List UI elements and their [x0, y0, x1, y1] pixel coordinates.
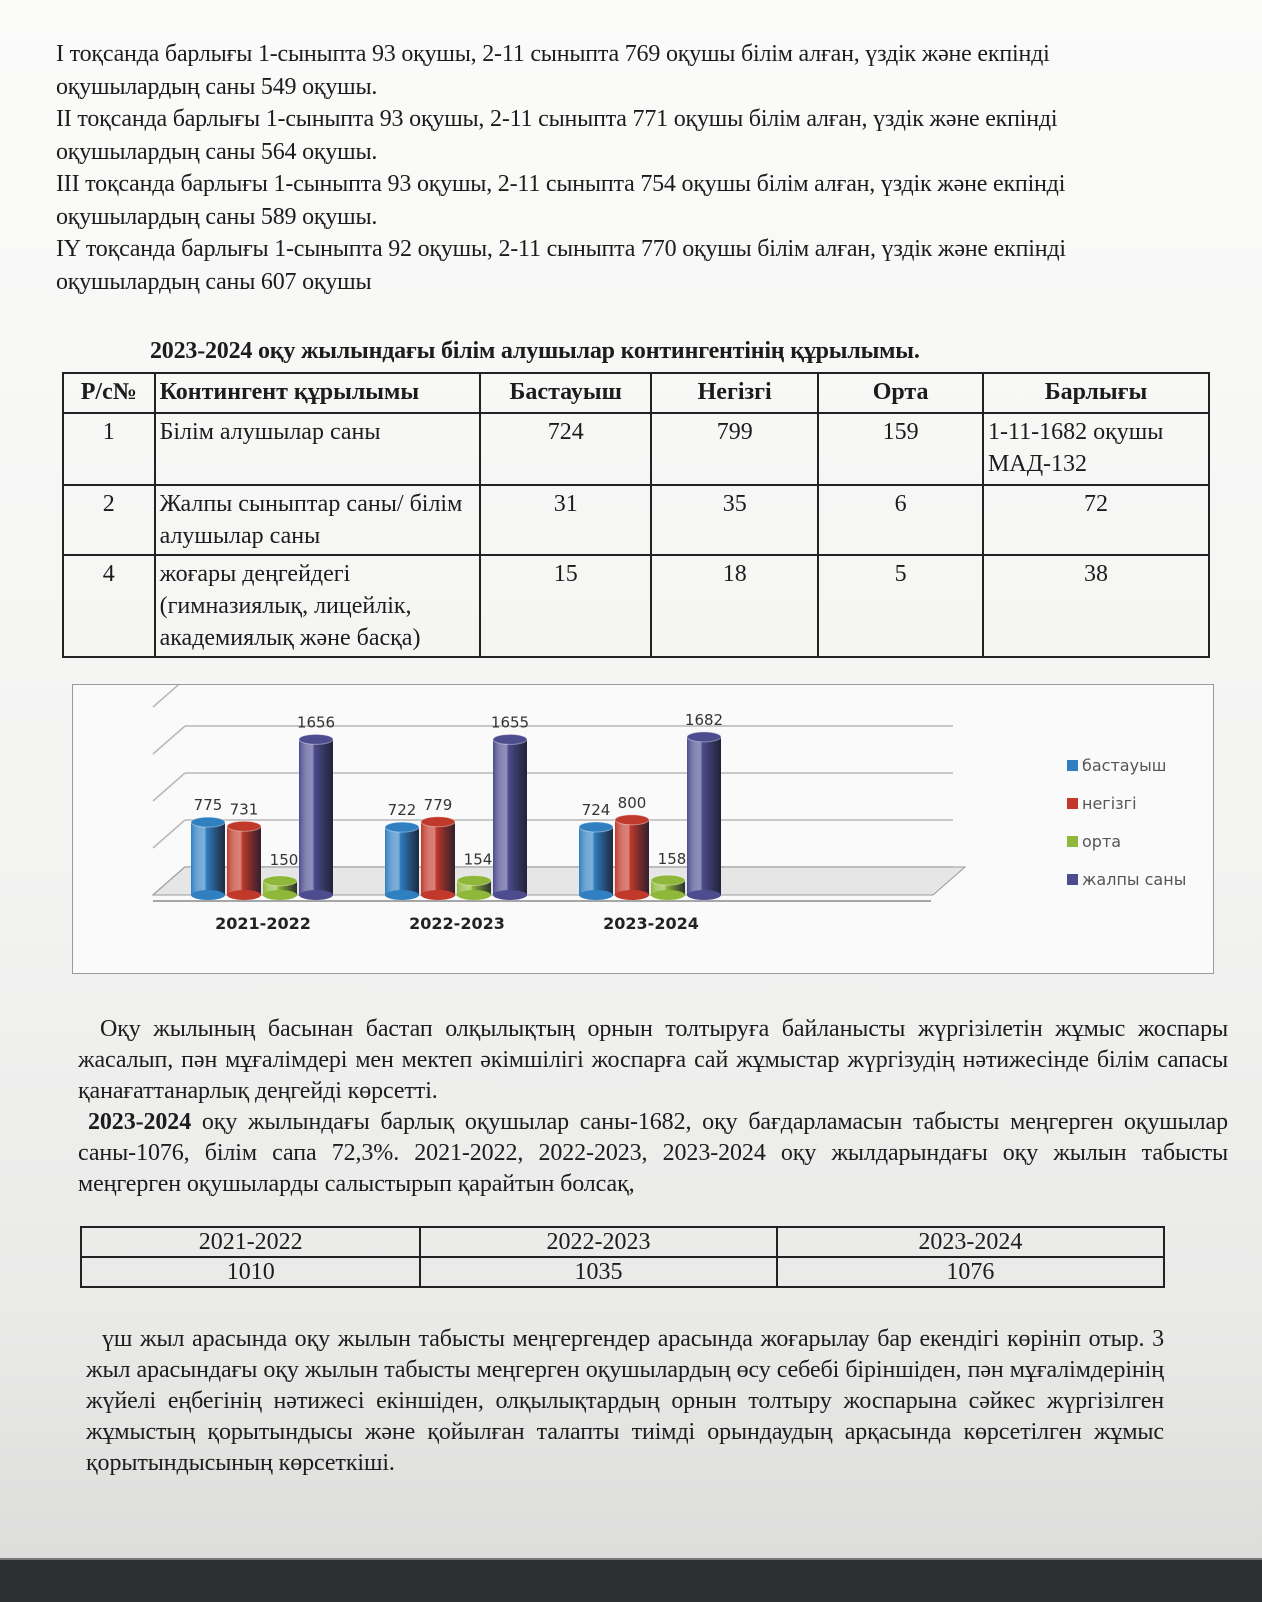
bar-shade	[687, 737, 721, 895]
bar-shade	[579, 827, 613, 895]
gridline	[153, 773, 185, 801]
header-structure: Контингент құрылымы	[155, 373, 481, 413]
chart-legend	[1067, 756, 1186, 908]
legend-item	[1067, 870, 1186, 908]
bar-top	[615, 815, 649, 825]
table-header-row	[63, 373, 1209, 413]
row-secondary: 159	[818, 413, 983, 485]
row-primary: 15	[480, 555, 651, 657]
data-label: 1656	[296, 713, 336, 732]
legend-swatch	[1067, 798, 1078, 809]
data-label: 158	[657, 850, 687, 869]
legend-swatch	[1067, 874, 1078, 885]
bar-base	[493, 890, 527, 900]
legend-label: жалпы саны	[1082, 870, 1187, 889]
desk-background	[0, 1558, 1262, 1602]
bar-top	[227, 821, 261, 831]
bar-base	[263, 890, 297, 900]
results-value: 1076	[777, 1257, 1164, 1287]
bar-base	[579, 890, 613, 900]
gridline	[153, 820, 185, 848]
header-secondary: Орта	[818, 373, 983, 413]
results-year: 2021-2022	[81, 1227, 420, 1257]
row-total: 72	[983, 485, 1209, 555]
bar-base	[299, 890, 333, 900]
row-label: Жалпы сыныптар саны/ білім алушылар саны	[155, 485, 481, 555]
bar-top	[421, 817, 455, 827]
data-label: 154	[463, 850, 493, 869]
header-basic: Негізгі	[651, 373, 818, 413]
quarter-1-paragraph: I тоқсанда барлығы 1-сыныпта 93 оқушы, 2-11 сыныпта 769 оқушы білім алған, үздік және екпінді оқушылардың саны 549 оқушы.	[56, 41, 1050, 100]
bar-shade	[615, 820, 649, 895]
data-label: 722	[387, 801, 417, 820]
table-row	[63, 413, 1209, 485]
body-paragraph-2	[78, 1107, 1228, 1200]
row-secondary: 5	[818, 555, 983, 657]
data-label: 775	[193, 796, 223, 815]
results-year: 2023-2024	[777, 1227, 1164, 1257]
row-number: 4	[63, 555, 155, 657]
row-secondary: 6	[818, 485, 983, 555]
row-total: 1-11-1682 оқушы МАД-132	[983, 413, 1209, 485]
contingent-table-title: 2023-2024 оқу жылындағы білім алушылар контингентінің құрылымы.	[150, 338, 920, 364]
data-label: 1655	[490, 713, 530, 732]
bar-base	[687, 890, 721, 900]
bar-shade	[191, 822, 225, 895]
bar-top	[299, 734, 333, 744]
data-label: 779	[423, 795, 453, 814]
bar-chart	[72, 684, 1214, 974]
gridline	[153, 726, 185, 754]
bar-top	[687, 732, 721, 742]
legend-item	[1067, 832, 1186, 870]
bar-shade	[493, 739, 527, 895]
results-year-row	[81, 1227, 1164, 1257]
bar-base	[227, 890, 261, 900]
row-basic: 18	[651, 555, 818, 657]
bar-base	[615, 890, 649, 900]
row-number: 1	[63, 413, 155, 485]
results-table	[80, 1226, 1165, 1288]
legend-item	[1067, 756, 1186, 794]
data-label: 724	[581, 800, 611, 819]
row-basic: 35	[651, 485, 818, 555]
bar-base	[385, 890, 419, 900]
data-label: 731	[229, 800, 259, 819]
quarter-3-paragraph: III тоқсанда барлығы 1-сыныпта 93 оқушы, 2-11 сыныпта 754 оқушы білім алған, үздік және екпінді оқушылардың саны 589 оқушы.	[56, 171, 1066, 230]
bar-base	[191, 890, 225, 900]
body-paragraph-1: Оқу жылының басынан бастап олқылықтың орнын толтыруға байланысты жүргізілетін жұмыс жоспары жасалып, пән мұғалімдері мен мектеп әкімшілігі жоспарға сай жұмыстар жүргізудің нәтижесінде білім сапасы қанағаттанарлық деңгейді көрсетті.	[78, 1016, 1228, 1104]
gridline	[153, 685, 185, 707]
body-paragraph-2-text: оқу жылындағы барлық оқушылар саны-1682, оқу бағдарламасын табысты меңгерген оқушылар саны-1076, білім сапа 72,3%. 2021-2022, 2022-2023, 2023-2024 оқу жылдарындағы оқу жылын табысты меңгерген оқушыларды салыстырып қарайтын болсақ,	[78, 1109, 1228, 1197]
closing-paragraph-block	[86, 1324, 1164, 1479]
bar-top	[385, 822, 419, 832]
quarter-4-paragraph: IY тоқсанда барлығы 1-сыныпта 92 оқушы, 2-11 сыныпта 770 оқушы білім алған, үздік және екпінді оқушылардың саны 607 оқушы	[56, 236, 1066, 295]
data-label: 150	[269, 850, 299, 869]
quarter-2-paragraph: II тоқсанда барлығы 1-сыныпта 93 оқушы, 2-11 сыныпта 771 оқушы білім алған, үздік және екпінді оқушылардың саны 564 оқушы.	[56, 106, 1058, 165]
legend-swatch	[1067, 760, 1078, 771]
bar-top	[651, 875, 685, 885]
body-paragraphs	[78, 1014, 1228, 1200]
row-basic: 799	[651, 413, 818, 485]
closing-paragraph: үш жыл арасында оқу жылын табысты меңгергендер арасында жоғарылау бар екендігі көрініп отыр. 3 жыл арасындағы оқу жылын табысты меңгерген оқушылардың өсу себебі біріншіден, пән мұғалімдерінің жүйелі еңбегінің нәтижесі екіншіден, олқылықтардың орнын толтыру жоспарына сәйкес жүргізілген жұмыстың қорытындысы және қойылған талапты тиімді орындаудың арқасында көрсетілген жұмыс қорытындысының көрсеткіші.	[86, 1326, 1164, 1476]
intro-paragraphs	[56, 38, 1196, 298]
row-primary: 724	[480, 413, 651, 485]
legend-swatch	[1067, 836, 1078, 847]
row-number: 2	[63, 485, 155, 555]
header-number: Р/с№	[63, 373, 155, 413]
x-tick-label: 2021-2022	[215, 914, 311, 933]
legend-label: негізгі	[1082, 794, 1137, 813]
row-label: Білім алушылар саны	[155, 413, 481, 485]
bar-top	[457, 876, 491, 886]
bar-top	[579, 822, 613, 832]
row-primary: 31	[480, 485, 651, 555]
x-tick-label: 2022-2023	[409, 914, 505, 933]
bar-shade	[299, 739, 333, 895]
results-value-row	[81, 1257, 1164, 1287]
table-row	[63, 485, 1209, 555]
bar-base	[651, 890, 685, 900]
row-total: 38	[983, 555, 1209, 657]
table-row	[63, 555, 1209, 657]
bar-base	[421, 890, 455, 900]
bar-shade	[227, 826, 261, 895]
legend-item	[1067, 794, 1186, 832]
bar-top	[191, 817, 225, 827]
header-primary: Бастауыш	[480, 373, 651, 413]
x-tick-label: 2023-2024	[603, 914, 699, 933]
row-label: жоғары деңгейдегі (гимназиялық, лицейлік, академиялық және басқа)	[155, 555, 481, 657]
bar-top	[263, 876, 297, 886]
legend-label: бастауыш	[1082, 756, 1167, 775]
bar-top	[493, 734, 527, 744]
bar-shade	[421, 822, 455, 895]
data-label: 800	[617, 793, 647, 812]
results-year: 2022-2023	[420, 1227, 776, 1257]
data-label: 1682	[684, 710, 724, 729]
legend-label: орта	[1082, 832, 1122, 851]
results-value: 1035	[420, 1257, 776, 1287]
bar-base	[457, 890, 491, 900]
header-total: Барлығы	[983, 373, 1209, 413]
body-paragraph-2-year: 2023-2024	[88, 1109, 192, 1135]
contingent-table	[62, 372, 1210, 658]
results-value: 1010	[81, 1257, 420, 1287]
bar-shade	[385, 827, 419, 895]
chart-canvas	[73, 685, 1213, 973]
